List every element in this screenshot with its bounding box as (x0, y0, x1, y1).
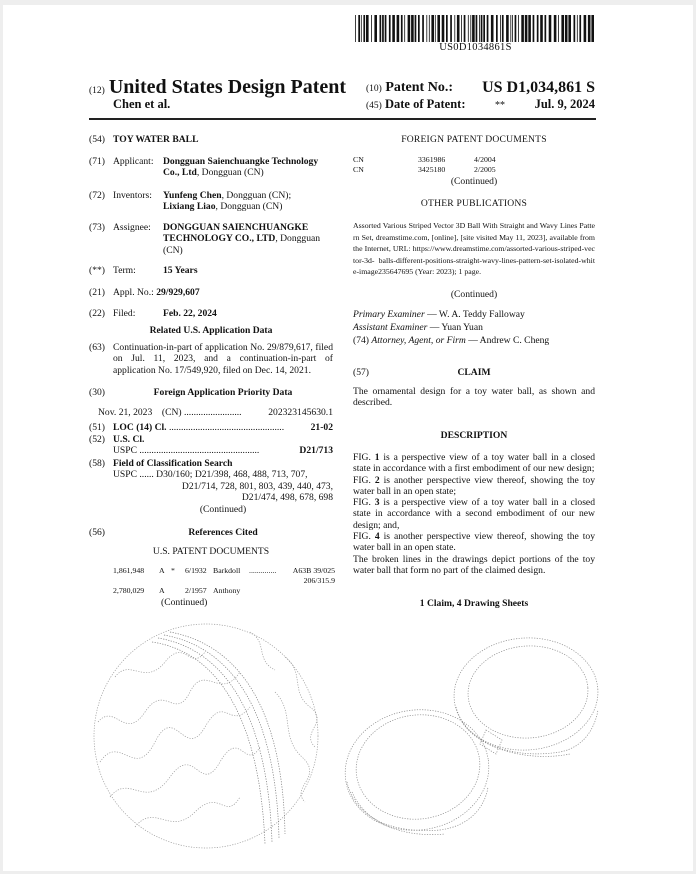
appl-no-label: Appl. No.: (113, 287, 154, 298)
barcode-bar (574, 15, 576, 42)
continued-note (113, 597, 313, 608)
filed-label: Filed: (113, 308, 136, 319)
claim-heading-row (353, 367, 595, 378)
barcode-bar (366, 15, 369, 42)
foreign-priority-row (98, 407, 333, 418)
ref-star: * (171, 566, 175, 575)
reference-row (113, 566, 335, 586)
broken-lines-note: The broken lines in the drawings depict portions of the toy water ball that form no part of the claimed design. (353, 553, 595, 576)
barcode-bar (483, 15, 485, 42)
field-search-line: D21/474, 498, 678, 698 (241, 491, 333, 503)
barcode-bar (540, 15, 543, 42)
inventors-field (89, 190, 333, 213)
barcode-bar (565, 15, 568, 42)
assignee-field (89, 222, 333, 256)
continued-note: (Continued) (199, 504, 247, 516)
barcode-bar (437, 15, 440, 42)
barcode-bar (518, 15, 519, 42)
us-cl-value: D21/713 (299, 445, 333, 457)
ref-number: 2,780,029 (113, 586, 145, 595)
title-field (89, 134, 333, 145)
fd-date: 4/2004 (474, 155, 496, 164)
barcode-bar (496, 15, 498, 42)
us-cl-field (89, 434, 333, 457)
fig-text: is a perspective view of a toy water ball in a closed state in accordance with a first embodiment of our new design; (353, 452, 595, 475)
assignee-label: Assignee: (113, 222, 151, 233)
loc-value: 21-02 (310, 422, 333, 433)
barcode-bar (418, 15, 420, 42)
continued-note: (Continued) (450, 289, 498, 300)
continuation-text: Continuation-in-part of application No. 29/879,617, filed on Jul. 11, 2023, and a continuation-in-part of application No. 17/549,920, filed on Dec. 14, 2021. (113, 342, 333, 376)
fd-country: CN (353, 165, 364, 174)
fd-number: 3425180 (418, 165, 446, 174)
barcode-bar (533, 15, 535, 42)
barcode (355, 15, 596, 42)
barcode-bar (510, 15, 511, 42)
barcode-bar (422, 15, 424, 42)
us-patent-docs-heading: U.S. PATENT DOCUMENTS (152, 546, 270, 558)
fig-number: 4 (374, 531, 380, 543)
barcode-bar (558, 15, 559, 42)
priority-date: Nov. 21, 2023 (98, 407, 153, 418)
field-code: (71) (89, 156, 105, 167)
barcode-bar (512, 15, 513, 42)
field-code: (58) (89, 458, 105, 469)
barcode-bar (579, 15, 581, 42)
applicant-field (89, 156, 333, 179)
ref-name: Barkdoll (213, 566, 241, 575)
barcode-bar (361, 15, 362, 42)
fig-text: is another perspective view thereof, showing the toy water ball in an open state; (353, 474, 595, 497)
foreign-priority-heading: Foreign Application Priority Data (153, 387, 293, 398)
barcode-bar (401, 15, 403, 42)
loc-label: LOC (14) Cl. (113, 422, 167, 433)
fig-description (353, 452, 595, 475)
assistant-examiner-name: — Yuan Yuan (427, 322, 483, 333)
patent-number: US D1,034,861 S (482, 79, 595, 96)
ref-date: 2/1957 (185, 586, 207, 595)
references-field (89, 527, 333, 558)
barcode-bar (385, 15, 387, 42)
us-cl-label: U.S. Cl. (113, 434, 145, 445)
barcode-bar (481, 15, 483, 42)
fig-text: is a perspective view of a toy water ball in a closed state in accordance with a second embodiment of our new design; and, (353, 497, 595, 531)
barcode-bar (464, 15, 466, 42)
barcode-bar (549, 15, 552, 42)
ref-star (171, 586, 185, 596)
barcode-bar (554, 15, 557, 42)
fig-label: FIG. (353, 452, 375, 463)
assistant-examiner (353, 322, 595, 333)
ref-name: Anthony (213, 586, 241, 595)
patent-no-code: (10) (366, 84, 382, 94)
filed-field (89, 308, 333, 319)
foreign-doc-row (353, 155, 595, 175)
ref-date: 6/1932 (185, 566, 207, 575)
ref-class-2: 206/315.9 (303, 576, 335, 585)
barcode-bar (446, 15, 448, 42)
field-code: (57) (353, 367, 369, 378)
primary-examiner (353, 309, 595, 320)
primary-examiner-label: Primary Examiner (353, 309, 425, 320)
header-rule (89, 118, 596, 120)
barcode-bar (506, 15, 509, 42)
fig-description (353, 475, 595, 498)
primary-examiner-name: — W. A. Teddy Falloway (424, 309, 525, 320)
barcode-bar (415, 15, 417, 42)
invention-title: TOY WATER BALL (113, 134, 199, 145)
fig-description (353, 497, 595, 531)
barcode-bar (355, 15, 356, 42)
ref-class: A63B 39/025 (292, 566, 335, 575)
barcode-number: US0D1034861S (439, 42, 512, 53)
field-code: (56) (89, 527, 105, 538)
assistant-examiner-label: Assistant Examiner (353, 322, 428, 333)
barcode-bar (591, 15, 594, 42)
barcode-bar (371, 15, 372, 42)
priority-dots: ........................ (184, 407, 242, 418)
patent-type (89, 76, 346, 99)
barcode-bar (392, 15, 395, 42)
applicant-name: Dongguan Saienchuangke Technology Co., Ltd (163, 156, 319, 179)
barcode-bar (525, 15, 528, 42)
field-code: (74) (353, 335, 369, 346)
related-data-heading: Related U.S. Application Data (149, 325, 273, 336)
ref-kind: A (159, 566, 165, 575)
claims-sheets-summary: 1 Claim, 4 Drawing Sheets (419, 598, 529, 609)
claim-text: The ornamental design for a toy water ball, as shown and described. (353, 386, 595, 409)
barcode-bar (472, 15, 475, 42)
field-code: (30) (89, 387, 105, 398)
fig-number: 2 (374, 474, 380, 486)
filed-value: Feb. 22, 2024 (163, 308, 217, 319)
open-ball-drawing (337, 633, 601, 839)
attorney-label: Attorney, Agent, or Firm (371, 335, 466, 346)
reference-row (113, 586, 335, 596)
barcode-bar (358, 15, 360, 42)
term-field (89, 265, 333, 276)
barcode-bar (468, 15, 469, 42)
barcode-bar (374, 15, 377, 42)
fig-text: is another perspective view thereof, showing the toy water ball in an open state. (353, 531, 595, 554)
assignee-name: DONGGUAN SAIENCHUANGKE TECHNOLOGY CO., LTD (163, 222, 309, 245)
fig-description (353, 531, 595, 554)
barcode-bar (479, 15, 480, 42)
barcode-bar (397, 15, 400, 42)
barcode-bar (363, 15, 365, 42)
barcode-bar (461, 15, 462, 42)
assignee-location: , Dongguan (CN) (163, 233, 321, 256)
field-code: (73) (89, 222, 105, 233)
barcode-bar (568, 15, 571, 42)
field-search-label: Field of Classification Search (113, 458, 233, 469)
barcode-bar (521, 15, 524, 42)
attorney-name: — Andrew C. Cheng (465, 335, 550, 346)
patent-number-line (366, 80, 595, 96)
field-code: (**) (89, 265, 105, 276)
barcode-bar (476, 15, 478, 42)
barcode-bar (515, 15, 517, 42)
references-continued: (Continued) (161, 597, 208, 608)
patent-type-title: United States Design Patent (108, 76, 347, 98)
field-code: (21) (89, 287, 105, 298)
type-code: (12) (89, 86, 105, 96)
field-code: (72) (89, 190, 105, 201)
barcode-bar (450, 15, 452, 42)
date-of-patent: Jul. 9, 2024 (534, 97, 595, 111)
fd-number: 3361986 (418, 155, 446, 164)
attorney (353, 335, 595, 346)
barcode-bar (429, 15, 430, 42)
ref-number: 1,861,948 (113, 566, 145, 575)
field-search-line: USPC ...... D30/160; D21/398, 468, 488, 713, 707, (113, 469, 308, 481)
field-of-search (89, 458, 333, 515)
field-code: (51) (89, 422, 105, 433)
barcode-bar (537, 15, 539, 42)
foreign-priority-field (89, 387, 333, 398)
barcode-bar (491, 15, 494, 42)
barcode-bar (470, 15, 471, 42)
barcode-bar (584, 15, 587, 42)
barcode-bar (561, 15, 564, 42)
field-code: (54) (89, 134, 105, 145)
field-search-line: D21/714, 728, 801, 803, 439, 440, 473, (181, 480, 333, 492)
authors: Chen et al. (113, 97, 171, 111)
date-mark: ** (495, 100, 505, 111)
barcode-bar (435, 15, 436, 42)
term-label: Term: (113, 265, 136, 276)
term-value: 15 Years (163, 265, 198, 276)
barcode-bar (380, 15, 382, 42)
priority-country: (CN) (161, 407, 182, 418)
description-heading: DESCRIPTION (440, 430, 508, 441)
date-of-patent-line (366, 97, 595, 112)
barcode-bar (577, 15, 578, 42)
appl-no-value: 29/929,607 (156, 287, 200, 298)
date-label: Date of Patent: (384, 97, 466, 111)
other-publications-heading: OTHER PUBLICATIONS (420, 198, 528, 209)
inventor-name: Lixiang Liao (163, 201, 216, 213)
closed-ball-drawing (94, 624, 318, 848)
barcode-bar (408, 15, 411, 42)
loc-field (89, 422, 333, 433)
barcode-bar (389, 15, 391, 42)
fig-number: 1 (374, 452, 380, 463)
fd-country: CN (353, 155, 364, 164)
foreign-docs-heading: FOREIGN PATENT DOCUMENTS (401, 134, 547, 145)
barcode-bar (426, 15, 427, 42)
barcode-bar (454, 15, 455, 42)
barcode-bar (442, 15, 445, 42)
description-body (353, 452, 595, 576)
patent-no-label: Patent No.: (385, 80, 453, 95)
us-cl-dots: .................................................. (139, 445, 260, 457)
fig-label: FIG. (353, 531, 375, 543)
applicant-label: Applicant: (113, 156, 154, 167)
barcode-bar (487, 15, 489, 42)
date-code: (45) (366, 101, 382, 111)
barcode-bar (404, 15, 405, 42)
loc-dots: ................................................ (168, 422, 285, 433)
fig-number: 3 (374, 497, 380, 509)
fig-label: FIG. (353, 497, 375, 509)
other-publication-text: Assorted Various Striped Vector 3D Ball With Straight and Wavy Lines Pattern Set, dreamstime.com, [online], [site visited May 11, 2023], available from the Internet, URL: https://www.dreamstime.com/assorted-various-striped-vector-3d- balls-different-positions-straight-wavy-lines-pattern-set-isolated-white-image235647695 (Year: 2023); 1 page. (353, 221, 595, 277)
inventor-name: Yunfeng Chen (163, 190, 222, 201)
barcode-bar (502, 15, 504, 42)
barcode-bar (588, 15, 591, 42)
fig-label: FIG. (353, 474, 375, 486)
field-code: (52) (89, 434, 105, 445)
ref-dots: .............. (249, 566, 277, 575)
continuation-field (89, 342, 333, 376)
barcode-bar (382, 15, 384, 42)
barcode-bar (457, 15, 460, 42)
ref-kind: A (159, 586, 165, 595)
priority-number: 202323145630.1 (268, 407, 333, 418)
barcode-bar (431, 15, 434, 42)
field-code: (63) (89, 342, 105, 353)
barcode-bar (411, 15, 414, 42)
barcode-bar (545, 15, 547, 42)
continued-note: (Continued) (450, 176, 498, 187)
barcode-bar (500, 15, 501, 42)
inventor-location: , Dongguan (CN) (215, 201, 283, 213)
design-drawing (90, 612, 610, 862)
references-heading: References Cited (188, 527, 258, 538)
field-code: (22) (89, 308, 105, 319)
barcode-bar (528, 15, 531, 42)
uspc-label: USPC (113, 445, 137, 457)
fd-date: 2/2005 (474, 165, 496, 174)
inventors-label: Inventors: (113, 190, 152, 201)
claim-heading: CLAIM (457, 367, 491, 378)
appl-no-field (89, 287, 333, 298)
applicant-location: , Dongguan (CN) (196, 167, 264, 179)
inventor-location: , Dongguan (CN); (221, 190, 292, 201)
